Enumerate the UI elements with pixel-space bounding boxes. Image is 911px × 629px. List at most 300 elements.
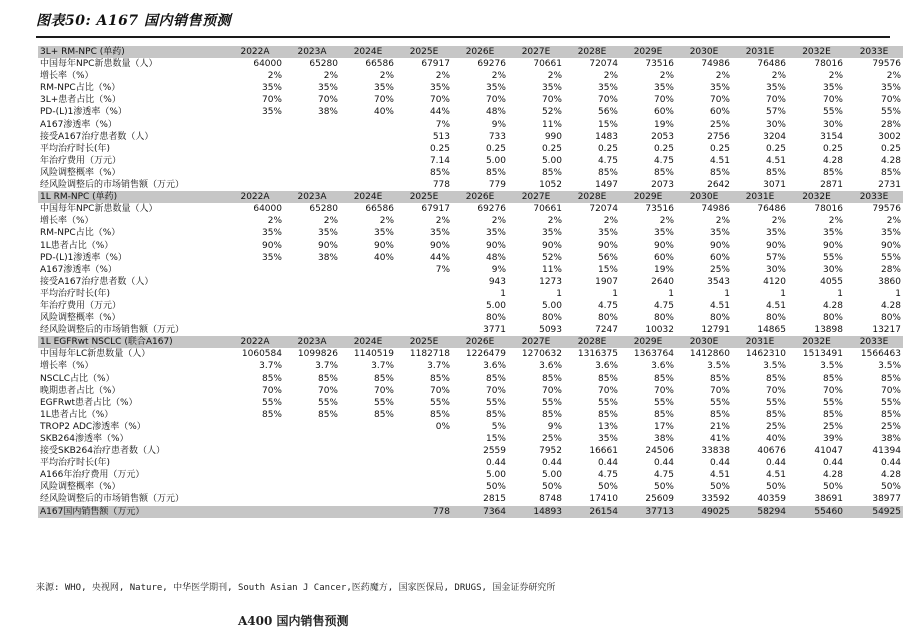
table-cell xyxy=(284,312,340,324)
table-cell xyxy=(226,264,284,276)
table-row xyxy=(38,82,903,94)
table-cell: 1513491 xyxy=(802,349,843,360)
table-cell: 35% xyxy=(880,83,901,94)
table-cell xyxy=(340,421,396,433)
table-cell: 4.28 xyxy=(822,470,843,481)
table-cell xyxy=(226,276,284,288)
table-cell: 28% xyxy=(880,119,901,130)
table-cell: 4055 xyxy=(820,276,843,287)
table-cell: 9% xyxy=(491,119,506,130)
table-cell xyxy=(284,421,340,433)
table-cell: 41% xyxy=(709,434,730,444)
table-cell: 70% xyxy=(880,95,901,106)
table-cell xyxy=(284,506,340,518)
table-cell: 7.14 xyxy=(429,155,450,166)
table-cell: 85% xyxy=(880,373,901,384)
table-cell xyxy=(396,276,452,288)
table-cell: 41047 xyxy=(814,446,843,457)
table-cell: 25% xyxy=(709,119,730,130)
table-cell: 85% xyxy=(765,167,786,178)
table-cell: 2030E xyxy=(676,336,732,348)
table-cell: 3.5% xyxy=(820,361,843,372)
table-cell: 85% xyxy=(653,373,674,384)
table-cell: 74986 xyxy=(701,204,730,215)
table-cell: 2871 xyxy=(820,180,843,191)
table-cell: 4.75 xyxy=(597,155,618,166)
table-cell: 3.7% xyxy=(259,361,282,372)
table-cell: 0.44 xyxy=(822,458,843,469)
table-cell: 35% xyxy=(765,83,786,94)
table-cell: 2031E xyxy=(732,46,788,58)
table-cell: 5.00 xyxy=(541,300,562,311)
table-cell: 25% xyxy=(765,421,786,432)
table-cell: 0.44 xyxy=(597,458,618,469)
table-cell: 2033E xyxy=(845,191,903,203)
table-cell: 38% xyxy=(653,434,674,444)
table-cell: 3002 xyxy=(878,131,901,142)
table-cell: 3543 xyxy=(707,276,730,287)
table-cell: 1 xyxy=(612,288,618,299)
row-label: TROP2 ADC渗透率（%） xyxy=(40,421,146,432)
table-cell: 7% xyxy=(435,119,450,130)
table-cell: 60% xyxy=(709,107,730,118)
table-cell: 1273 xyxy=(539,276,562,287)
table-cell: 35% xyxy=(653,228,674,239)
table-cell: 35% xyxy=(485,83,506,94)
table-cell: 5% xyxy=(491,421,506,432)
table-cell: 17% xyxy=(653,421,674,432)
table-cell: 56% xyxy=(597,252,618,263)
table-cell: 0.44 xyxy=(653,458,674,469)
table-cell xyxy=(284,493,340,505)
table-cell: 2% xyxy=(771,216,786,227)
table-cell: 7247 xyxy=(595,325,618,336)
table-cell: 35% xyxy=(373,228,394,239)
table-cell: 90% xyxy=(317,240,338,251)
table-cell: 35% xyxy=(485,228,506,239)
row-label: 平均治疗时长(年) xyxy=(40,458,111,469)
table-cell: 35% xyxy=(261,83,282,94)
table-cell: 85% xyxy=(709,409,730,420)
table-cell xyxy=(340,288,396,300)
table-cell xyxy=(226,300,284,312)
table-cell: 0.44 xyxy=(485,458,506,469)
table-cell: 21% xyxy=(709,421,730,432)
table-cell: 3.6% xyxy=(595,361,618,372)
table-cell: 2032E xyxy=(788,46,845,58)
table-cell: 80% xyxy=(880,313,901,324)
row-label: A166年治疗费用（万元） xyxy=(40,470,145,481)
table-cell: 35% xyxy=(653,83,674,94)
table-cell: 70% xyxy=(373,95,394,106)
table-cell: 38% xyxy=(880,434,901,444)
table-cell: 90% xyxy=(429,240,450,251)
table-cell: 85% xyxy=(597,373,618,384)
table-cell: 7364 xyxy=(452,506,508,518)
table-cell xyxy=(340,457,396,469)
table-cell xyxy=(340,131,396,143)
table-cell: 85% xyxy=(822,167,843,178)
row-label: PD-(L)1渗透率（%） xyxy=(40,107,127,118)
table-cell: 0.25 xyxy=(541,143,562,154)
table-cell: 0.44 xyxy=(765,458,786,469)
table-cell: 2028E xyxy=(564,336,620,348)
table-cell: 3204 xyxy=(763,131,786,142)
table-cell: 1140519 xyxy=(353,349,394,360)
table-row xyxy=(38,300,903,312)
table-row xyxy=(38,469,903,481)
table-cell xyxy=(340,433,396,445)
table-cell: 2026E xyxy=(452,46,508,58)
table-cell: 1 xyxy=(668,288,674,299)
table-cell: 30% xyxy=(822,264,843,275)
table-cell: 50% xyxy=(765,482,786,493)
row-label: 平均治疗时长(年) xyxy=(40,288,111,299)
table-cell xyxy=(396,312,452,324)
table-cell: 38977 xyxy=(872,494,901,505)
table-cell: 85% xyxy=(709,167,730,178)
table-cell: 64000 xyxy=(253,59,282,70)
row-label: 平均治疗时长(年) xyxy=(40,143,111,154)
table-cell: 48% xyxy=(485,107,506,118)
table-cell: 1270632 xyxy=(521,349,562,360)
table-row xyxy=(38,481,903,493)
table-cell xyxy=(226,506,284,518)
table-cell: 2073 xyxy=(651,180,674,191)
row-label: 1L RM-NPC (单药) xyxy=(38,191,226,203)
table-cell: 2033E xyxy=(845,46,903,58)
table-cell: 0% xyxy=(435,421,450,432)
table-cell: 79576 xyxy=(872,204,901,215)
table-cell xyxy=(284,300,340,312)
table-cell: 19% xyxy=(653,119,674,130)
table-cell: 4.51 xyxy=(765,155,786,166)
next-figure-title: A400 国内销售预测 xyxy=(238,614,349,628)
table-cell: 65280 xyxy=(309,59,338,70)
table-row xyxy=(38,155,903,167)
table-cell: 9% xyxy=(547,421,562,432)
table-cell xyxy=(396,469,452,481)
table-cell: 1052 xyxy=(539,180,562,191)
table-cell: 50% xyxy=(709,482,730,493)
table-cell xyxy=(226,421,284,433)
table-cell xyxy=(226,179,284,191)
table-cell: 70% xyxy=(653,385,674,396)
table-cell: 13217 xyxy=(872,325,901,336)
table-cell: 0.44 xyxy=(880,458,901,469)
row-label: 晚期患者占比（%） xyxy=(40,385,121,396)
table-cell: 41394 xyxy=(872,446,901,457)
table-cell: 2031E xyxy=(732,336,788,348)
table-cell xyxy=(226,312,284,324)
table-cell: 44% xyxy=(429,107,450,118)
table-cell: 35% xyxy=(880,228,901,239)
row-label: RM-NPC占比（%） xyxy=(40,228,121,239)
table-cell: 26154 xyxy=(564,506,620,518)
table-cell xyxy=(226,469,284,481)
table-cell xyxy=(340,493,396,505)
table-row xyxy=(38,264,903,276)
table-cell: 4.75 xyxy=(653,470,674,481)
table-cell: 60% xyxy=(709,252,730,263)
table-cell: 40676 xyxy=(757,446,786,457)
table-cell: 4.51 xyxy=(709,300,730,311)
table-cell xyxy=(284,119,340,131)
source-note: 来源: WHO, 央视网, Nature, 中华医学期刊, South Asian J Cancer,医药魔方, 国家医保局, DRUGS, 国金证券研究所 xyxy=(36,583,556,593)
table-cell: 70661 xyxy=(533,204,562,215)
table-cell: 2024E xyxy=(340,46,396,58)
table-cell: 85% xyxy=(317,373,338,384)
table-cell: 13898 xyxy=(814,325,843,336)
row-label: 增长率（%） xyxy=(40,71,94,82)
table-cell: 85% xyxy=(653,409,674,420)
table-cell: 2023A xyxy=(284,46,340,58)
table-cell xyxy=(284,131,340,143)
row-label: 年治疗费用（万元） xyxy=(40,300,122,311)
table-cell xyxy=(226,167,284,179)
table-cell: 85% xyxy=(429,167,450,178)
table-cell: 2% xyxy=(547,216,562,227)
row-label: 接受SKB264治疗患者数（人） xyxy=(40,446,165,457)
table-cell: 70% xyxy=(429,385,450,396)
table-cell: 1 xyxy=(556,288,562,299)
table-cell: 1907 xyxy=(595,276,618,287)
table-cell: 15% xyxy=(597,119,618,130)
table-cell: 2024E xyxy=(340,191,396,203)
table-cell: 19% xyxy=(653,264,674,275)
table-cell xyxy=(340,312,396,324)
table-cell: 55% xyxy=(541,397,562,408)
table-row xyxy=(38,70,903,82)
table-cell: 33592 xyxy=(701,494,730,505)
table-cell xyxy=(284,179,340,191)
table-cell: 2029E xyxy=(620,46,676,58)
table-row xyxy=(38,131,903,143)
table-cell: 80% xyxy=(709,313,730,324)
table-cell xyxy=(340,143,396,155)
table-cell: 85% xyxy=(597,409,618,420)
table-cell: 80% xyxy=(822,313,843,324)
table-cell: 90% xyxy=(597,240,618,251)
table-cell: 1 xyxy=(837,288,843,299)
table-row xyxy=(38,94,903,106)
table-cell: 3.7% xyxy=(315,361,338,372)
table-cell: 15% xyxy=(597,264,618,275)
table-cell: 70% xyxy=(653,95,674,106)
table-cell: 1412860 xyxy=(689,349,730,360)
table-cell: 24506 xyxy=(645,446,674,457)
table-cell: 2027E xyxy=(508,191,564,203)
table-cell: 3.5% xyxy=(878,361,901,372)
table-cell xyxy=(340,276,396,288)
table-cell: 35% xyxy=(317,83,338,94)
table-cell: 55% xyxy=(373,397,394,408)
table-cell: 85% xyxy=(373,409,394,420)
table-cell: 1099826 xyxy=(297,349,338,360)
table-cell: 1 xyxy=(500,288,506,299)
table-cell: 85% xyxy=(880,167,901,178)
table-cell: 85% xyxy=(541,373,562,384)
table-cell xyxy=(396,493,452,505)
table-cell: 80% xyxy=(653,313,674,324)
table-cell: 70% xyxy=(373,385,394,396)
table-cell: 35% xyxy=(597,83,618,94)
row-label: 中国每年LC新患数量（人） xyxy=(40,349,151,360)
table-cell: 85% xyxy=(317,409,338,420)
table-cell: 2023A xyxy=(284,336,340,348)
table-cell xyxy=(340,155,396,167)
table-cell xyxy=(284,276,340,288)
table-cell: 8748 xyxy=(539,494,562,505)
table-cell: 90% xyxy=(261,240,282,251)
table-cell: 2027E xyxy=(508,336,564,348)
table-cell: 2% xyxy=(435,216,450,227)
table-cell: 85% xyxy=(261,409,282,420)
table-cell: 2026E xyxy=(452,336,508,348)
table-cell: 2731 xyxy=(878,180,901,191)
table-cell: 85% xyxy=(261,373,282,384)
table-cell xyxy=(396,457,452,469)
table-cell: 5.00 xyxy=(485,470,506,481)
table-cell: 80% xyxy=(541,313,562,324)
table-cell xyxy=(284,288,340,300)
table-cell xyxy=(340,300,396,312)
table-cell: 48% xyxy=(485,252,506,263)
table-cell: 90% xyxy=(765,240,786,251)
table-cell: 55% xyxy=(485,397,506,408)
table-cell: 85% xyxy=(765,409,786,420)
table-cell xyxy=(340,167,396,179)
table-cell xyxy=(396,481,452,493)
table-cell: 50% xyxy=(541,482,562,493)
table-cell: 4.75 xyxy=(653,155,674,166)
table-cell xyxy=(226,493,284,505)
table-cell: 2028E xyxy=(564,46,620,58)
table-cell: 0.44 xyxy=(709,458,730,469)
table-cell xyxy=(226,445,284,457)
table-cell: 4.28 xyxy=(822,300,843,311)
table-cell: 3.6% xyxy=(483,361,506,372)
table-cell: 2% xyxy=(379,216,394,227)
table-cell xyxy=(284,167,340,179)
table-cell: 14865 xyxy=(757,325,786,336)
table-cell xyxy=(340,179,396,191)
table-cell: 52% xyxy=(541,252,562,263)
table-cell xyxy=(340,264,396,276)
table-cell: 2% xyxy=(603,71,618,82)
table-cell: 70% xyxy=(709,95,730,106)
table-cell: 2026E xyxy=(452,191,508,203)
table-cell: 0.25 xyxy=(880,143,901,154)
table-cell: 72074 xyxy=(589,59,618,70)
table-cell: 30% xyxy=(765,264,786,275)
table-cell: 60% xyxy=(653,252,674,263)
table-cell xyxy=(226,433,284,445)
table-cell: 85% xyxy=(485,373,506,384)
row-label: 1L患者占比（%） xyxy=(40,240,114,251)
table-cell: 55% xyxy=(709,397,730,408)
table-cell xyxy=(226,457,284,469)
table-cell: 40% xyxy=(765,434,786,444)
table-cell: 33838 xyxy=(701,446,730,457)
table-row xyxy=(38,324,903,336)
table-cell xyxy=(226,143,284,155)
row-label: A167渗透率（%） xyxy=(40,119,117,130)
table-cell: 2025E xyxy=(396,46,452,58)
table-cell: 2640 xyxy=(651,276,674,287)
table-cell: 55% xyxy=(765,397,786,408)
table-cell: 2024E xyxy=(340,336,396,348)
table-cell xyxy=(340,506,396,518)
table-cell xyxy=(396,433,452,445)
table-cell: 2030E xyxy=(676,191,732,203)
table-cell: 70% xyxy=(429,95,450,106)
table-cell: 2025E xyxy=(396,191,452,203)
table-row xyxy=(38,288,903,300)
table-cell: 2028E xyxy=(564,191,620,203)
table-cell: 2023A xyxy=(284,191,340,203)
table-cell xyxy=(340,119,396,131)
table-cell: 85% xyxy=(373,373,394,384)
table-row xyxy=(38,227,903,239)
table-cell: 55% xyxy=(317,397,338,408)
table-cell: 85% xyxy=(822,373,843,384)
row-label: 风险调整概率（%） xyxy=(40,167,121,178)
table-cell: 1 xyxy=(895,288,901,299)
table-cell xyxy=(226,155,284,167)
table-cell: 55% xyxy=(822,397,843,408)
table-cell: 5.00 xyxy=(541,155,562,166)
table-cell: 7952 xyxy=(539,446,562,457)
table-cell: 35% xyxy=(709,228,730,239)
table-cell: 2% xyxy=(267,216,282,227)
table-row xyxy=(38,457,903,469)
table-cell: 14893 xyxy=(508,506,564,518)
table-row xyxy=(38,179,903,191)
table-cell: 28% xyxy=(880,264,901,275)
table-cell: 4.51 xyxy=(765,300,786,311)
table-cell: 30% xyxy=(822,119,843,130)
table-cell: 5.00 xyxy=(485,155,506,166)
table-row xyxy=(38,421,903,433)
row-label: RM-NPC占比（%） xyxy=(40,83,121,94)
table-cell: 2033E xyxy=(845,336,903,348)
row-label: 风险调整概率（%） xyxy=(40,482,121,493)
table-cell: 85% xyxy=(765,373,786,384)
total-row xyxy=(38,506,903,518)
table-cell: 2% xyxy=(491,216,506,227)
table-cell: 35% xyxy=(541,83,562,94)
table-cell: 1226479 xyxy=(465,349,506,360)
table-cell: 4.28 xyxy=(880,470,901,481)
table-cell: 2642 xyxy=(707,180,730,191)
table-cell: 3.5% xyxy=(707,361,730,372)
table-cell: 35% xyxy=(765,228,786,239)
table-row xyxy=(38,373,903,385)
table-cell: 5.00 xyxy=(485,300,506,311)
table-cell: 55% xyxy=(822,107,843,118)
table-cell: 2022A xyxy=(226,336,284,348)
table-cell: 11% xyxy=(541,119,562,130)
table-cell xyxy=(396,445,452,457)
table-cell xyxy=(396,300,452,312)
table-cell: 733 xyxy=(488,131,506,142)
table-cell: 35% xyxy=(709,83,730,94)
table-cell xyxy=(396,324,452,336)
table-cell xyxy=(340,445,396,457)
table-cell: 3.7% xyxy=(371,361,394,372)
table-cell xyxy=(340,481,396,493)
